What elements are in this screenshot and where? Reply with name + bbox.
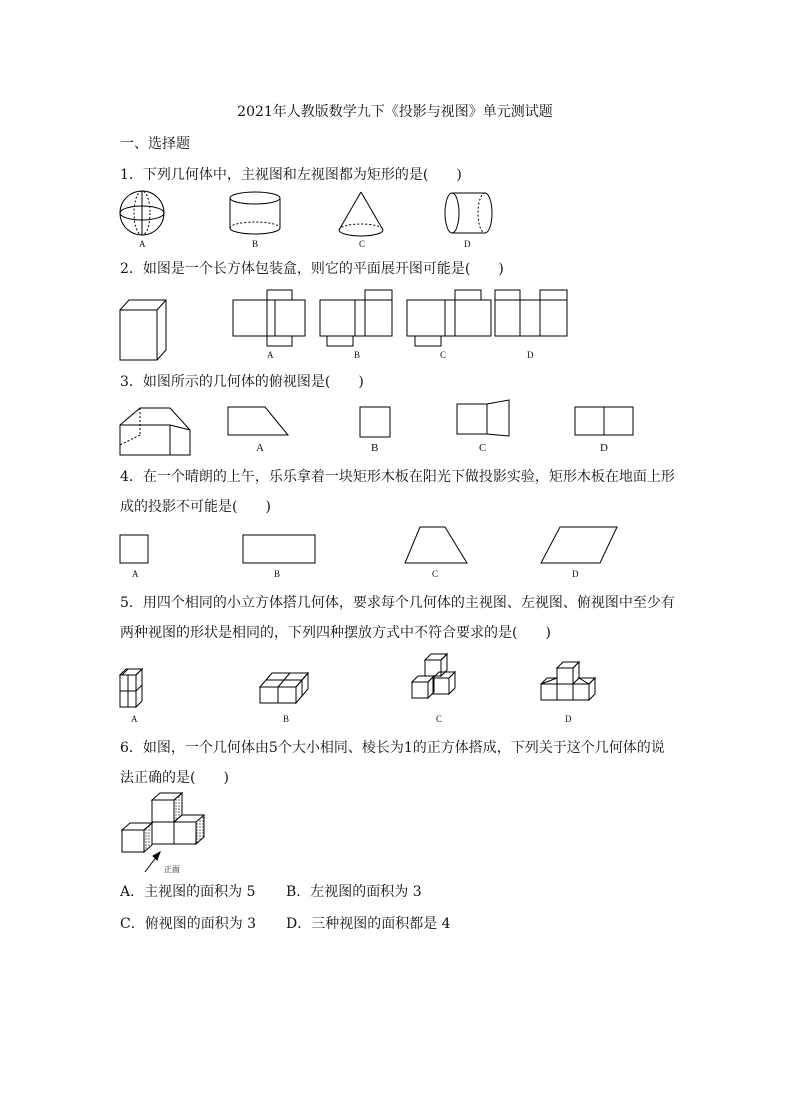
choice-a: A．主视图的面积为 5	[120, 884, 256, 900]
q5-label-b: B	[283, 714, 290, 724]
net-b	[320, 290, 392, 346]
q2-label-d: D	[527, 350, 534, 360]
front-label: 正面	[164, 865, 180, 874]
q4-label-b: B	[274, 569, 281, 579]
parallelogram-shadow	[541, 527, 617, 563]
q1-label-b: B	[252, 239, 259, 249]
rectangle-shadow	[243, 535, 315, 563]
square-shadow	[120, 535, 148, 563]
question-6-line-2: 法正确的是( )	[120, 770, 229, 786]
lying-cylinder-figure	[445, 193, 492, 233]
question-1: 1．下列几何体中，主视图和左视图都为矩形的是( )	[120, 167, 462, 183]
net-a	[233, 290, 305, 346]
q2-label-a: A	[267, 350, 274, 360]
question-5-line-1: 5．用四个相同的小立方体搭几何体，要求每个几何体的主视图、左视图、俯视图中至少有	[120, 595, 675, 611]
cone-figure	[339, 192, 383, 236]
question-3: 3．如图所示的几何体的俯视图是( )	[120, 374, 364, 390]
question-6-line-1: 6．如图，一个几何体由5个大小相同、棱长为1的正方体搭成，下列关于这个几何体的说	[120, 740, 665, 756]
q1-label-c: C	[359, 239, 366, 249]
cube-stack-a	[120, 669, 142, 707]
q1-label-a: A	[139, 239, 146, 249]
q5-figures	[115, 650, 605, 712]
choice-d: D．三种视图的面积都是 4	[286, 916, 451, 932]
page-title: 2021年人教版数学九下《投影与视图》单元测试题	[237, 104, 553, 120]
q1-figures	[115, 188, 505, 250]
q4-label-a: A	[132, 569, 139, 579]
q3-figures	[115, 400, 645, 460]
question-2: 2．如图是一个长方体包装盒，则它的平面展开图可能是( )	[120, 261, 504, 277]
square-option	[360, 407, 390, 437]
q3-label-c: C	[479, 442, 487, 454]
question-5-line-2: 两种视图的形状是相同的，下列四种摆放方式中不符合要求的是( )	[120, 625, 551, 641]
cube-stack-b	[260, 673, 308, 703]
choice-c: C．俯视图的面积为 3	[120, 916, 257, 932]
q5-label-c: C	[436, 714, 443, 724]
q5-label-a: A	[131, 714, 138, 724]
question-4-line-2: 成的投影不可能是( )	[120, 499, 271, 515]
trapezoid-shadow	[405, 527, 467, 563]
section-heading: 一、选择题	[120, 136, 190, 152]
cylinder-figure	[230, 192, 280, 234]
choice-b: B．左视图的面积为 3	[286, 884, 422, 900]
q2-label-c: C	[440, 350, 447, 360]
q4-label-c: C	[432, 569, 439, 579]
cube-stack-c	[412, 654, 455, 698]
q2-label-b: B	[354, 350, 361, 360]
solid-figure	[120, 408, 190, 455]
box-figure	[120, 300, 166, 360]
q4-label-d: D	[572, 569, 579, 579]
question-4-line-1: 4．在一个晴朗的上午，乐乐拿着一块矩形木板在阳光下做投影实验，矩形木板在地面上形	[120, 469, 675, 485]
net-d	[495, 290, 567, 336]
q3-label-a: A	[256, 442, 264, 454]
folded-option	[457, 400, 509, 436]
q3-label-d: D	[600, 442, 608, 454]
q6-figure	[115, 790, 215, 876]
two-rect-option	[575, 407, 633, 435]
q3-label-b: B	[371, 442, 379, 454]
net-c	[407, 290, 491, 346]
q4-figures	[115, 525, 625, 570]
q2-figures	[115, 288, 575, 363]
q1-label-d: D	[464, 239, 471, 249]
trapezoid-option	[228, 407, 288, 435]
cube-stack-d	[541, 662, 595, 700]
q5-label-d: D	[565, 714, 572, 724]
